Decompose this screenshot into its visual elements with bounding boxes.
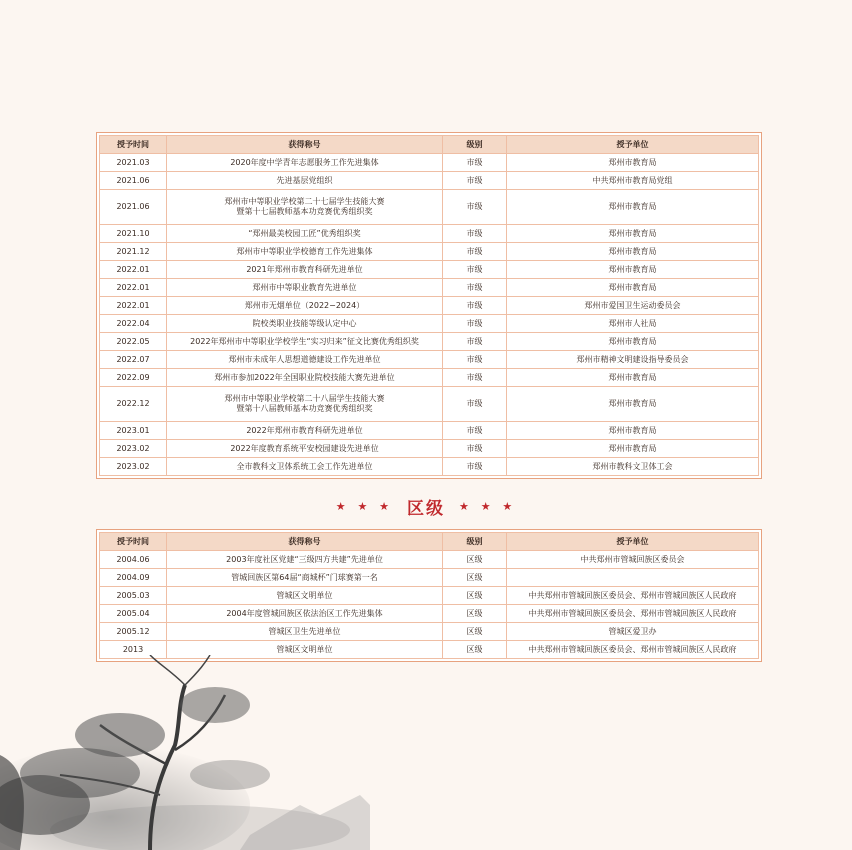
honor-title-line: 管城区文明单位 [276, 644, 333, 654]
grant-time: 2021.03 [100, 154, 167, 172]
honor-title [167, 551, 443, 569]
honor-title-line: 郑州市中等职业学校第二十八届学生技能大赛 [224, 394, 385, 403]
honor-title-line: 2021年郑州市教育科研先进单位 [246, 264, 363, 274]
stars-left-icon: ★ ★ ★ [335, 500, 393, 513]
level: 市级 [443, 154, 507, 172]
table-row [100, 190, 759, 225]
table-row [100, 351, 759, 369]
level: 区级 [443, 641, 507, 659]
grant-time: 2004.06 [100, 551, 167, 569]
honor-title-line: 郑州市未成年人思想道德建设工作先进单位 [228, 354, 381, 364]
honor-title-line: 管城回族区第64届“商城杯”门球赛第一名 [231, 572, 378, 582]
grant-time: 2022.01 [100, 297, 167, 315]
district-level-honors-table [96, 529, 762, 662]
level: 市级 [443, 440, 507, 458]
level: 市级 [443, 458, 507, 476]
honor-title-line: 郑州市无烟单位（2022−2024） [244, 300, 365, 310]
city-table-body [100, 154, 759, 476]
header-time: 授予时间 [100, 533, 167, 551]
level: 市级 [443, 261, 507, 279]
honor-title-line: 院校类职业技能等级认定中心 [252, 318, 357, 328]
level: 市级 [443, 333, 507, 351]
honor-title-line: 2003年度社区党建“三级四方共建”先进单位 [226, 554, 383, 564]
honor-title-line: 郑州市中等职业学校第二十七届学生技能大赛 [224, 197, 385, 206]
level: 市级 [443, 369, 507, 387]
honor-title-line: 管城区文明单位 [276, 590, 333, 600]
granting-unit: 中共郑州市教育局党组 [507, 172, 759, 190]
grant-time: 2022.01 [100, 261, 167, 279]
grant-time: 2021.10 [100, 225, 167, 243]
honor-title-line: 全市教科文卫体系统工会工作先进单位 [236, 461, 373, 471]
granting-unit: 郑州市教育局 [507, 369, 759, 387]
granting-unit: 郑州市人社局 [507, 315, 759, 333]
level: 市级 [443, 351, 507, 369]
table-row [100, 587, 759, 605]
honor-title [167, 297, 443, 315]
table-row [100, 243, 759, 261]
table-row [100, 172, 759, 190]
level: 市级 [443, 387, 507, 422]
granting-unit: 中共郑州市管城回族区委员会、郑州市管城回族区人民政府 [507, 605, 759, 623]
granting-unit: 中共郑州市管城回族区委员会 [507, 551, 759, 569]
honor-title [167, 243, 443, 261]
granting-unit: 郑州市教育局 [507, 225, 759, 243]
table-row [100, 315, 759, 333]
level: 市级 [443, 225, 507, 243]
table-header-row [100, 533, 759, 551]
grant-time: 2005.04 [100, 605, 167, 623]
granting-unit: 郑州市教科文卫体工会 [507, 458, 759, 476]
table-row [100, 261, 759, 279]
grant-time: 2005.03 [100, 587, 167, 605]
honor-title [167, 422, 443, 440]
honor-title [167, 261, 443, 279]
table-row [100, 623, 759, 641]
honor-title [167, 154, 443, 172]
honor-title-line: 2022年度教育系统平安校园建设先进单位 [230, 443, 379, 453]
district-level-title: 区级 [407, 499, 445, 519]
header-time: 授予时间 [100, 136, 167, 154]
table-row [100, 422, 759, 440]
header-title: 获得称号 [167, 136, 443, 154]
header-unit: 授予单位 [507, 533, 759, 551]
level: 市级 [443, 279, 507, 297]
table-row [100, 387, 759, 422]
grant-time: 2021.06 [100, 172, 167, 190]
level: 市级 [443, 190, 507, 225]
granting-unit: 郑州市教育局 [507, 422, 759, 440]
table-row [100, 297, 759, 315]
table-row [100, 605, 759, 623]
level: 区级 [443, 569, 507, 587]
level: 市级 [443, 243, 507, 261]
granting-unit: 郑州市教育局 [507, 440, 759, 458]
level: 区级 [443, 551, 507, 569]
honor-title [167, 569, 443, 587]
granting-unit: 郑州市教育局 [507, 387, 759, 422]
honor-title [167, 369, 443, 387]
city-level-honors-table [96, 132, 762, 479]
header-level: 级别 [443, 136, 507, 154]
district-table-body [100, 551, 759, 659]
ink-landscape-illustration [0, 655, 370, 850]
honor-title-line: 2022年郑州市中等职业学校学生“实习归来”征文比赛优秀组织奖 [190, 336, 419, 346]
honor-title [167, 351, 443, 369]
honor-title-line: 2004年度管城回族区依法治区工作先进集体 [226, 608, 383, 618]
table-row [100, 154, 759, 172]
honor-title [167, 623, 443, 641]
granting-unit: 郑州市教育局 [507, 154, 759, 172]
grant-time: 2021.12 [100, 243, 167, 261]
honor-title-line: 先进基层党组织 [276, 175, 333, 185]
granting-unit: 郑州市教育局 [507, 279, 759, 297]
header-level: 级别 [443, 533, 507, 551]
table-row [100, 279, 759, 297]
honor-title [167, 387, 443, 422]
table-row [100, 551, 759, 569]
granting-unit: 中共郑州市管城回族区委员会、郑州市管城回族区人民政府 [507, 641, 759, 659]
level: 区级 [443, 587, 507, 605]
granting-unit: 管城区爱卫办 [507, 623, 759, 641]
grant-time: 2013 [100, 641, 167, 659]
honor-title [167, 279, 443, 297]
honor-title [167, 458, 443, 476]
honor-title [167, 587, 443, 605]
table-row [100, 458, 759, 476]
honor-title-line: 暨第十八届教师基本功竞赛优秀组织奖 [236, 404, 373, 413]
honor-title-line: 郑州市参加2022年全国职业院校技能大赛先进单位 [214, 372, 395, 382]
honor-title-line: 管城区卫生先进单位 [268, 626, 341, 636]
grant-time: 2023.01 [100, 422, 167, 440]
level: 区级 [443, 605, 507, 623]
level: 市级 [443, 315, 507, 333]
grant-time: 2023.02 [100, 440, 167, 458]
honor-title [167, 333, 443, 351]
stars-right-icon: ★ ★ ★ [459, 500, 517, 513]
granting-unit: 郑州市精神文明建设指导委员会 [507, 351, 759, 369]
granting-unit: 郑州市教育局 [507, 333, 759, 351]
table-row [100, 440, 759, 458]
honor-title [167, 172, 443, 190]
granting-unit [507, 569, 759, 587]
header-unit: 授予单位 [507, 136, 759, 154]
district-level-heading [0, 494, 852, 519]
grant-time: 2005.12 [100, 623, 167, 641]
grant-time: 2022.09 [100, 369, 167, 387]
grant-time: 2021.06 [100, 190, 167, 225]
honor-title-line: 2020年度中学青年志愿服务工作先进集体 [230, 157, 379, 167]
table-row [100, 569, 759, 587]
level: 市级 [443, 422, 507, 440]
honor-title-line: 郑州市中等职业教育先进单位 [252, 282, 357, 292]
table-row [100, 333, 759, 351]
granting-unit: 郑州市教育局 [507, 190, 759, 225]
table-row [100, 369, 759, 387]
header-title: 获得称号 [167, 533, 443, 551]
level: 市级 [443, 297, 507, 315]
honor-title [167, 605, 443, 623]
honor-title-line: “郑州最美校园工匠”优秀组织奖 [248, 228, 361, 238]
honor-title-line: 郑州市中等职业学校德育工作先进集体 [236, 246, 373, 256]
grant-time: 2022.07 [100, 351, 167, 369]
granting-unit: 郑州市爱国卫生运动委员会 [507, 297, 759, 315]
level: 市级 [443, 172, 507, 190]
honor-title [167, 440, 443, 458]
table-header-row [100, 136, 759, 154]
granting-unit: 郑州市教育局 [507, 243, 759, 261]
granting-unit: 中共郑州市管城回族区委员会、郑州市管城回族区人民政府 [507, 587, 759, 605]
honor-title [167, 190, 443, 225]
grant-time: 2022.04 [100, 315, 167, 333]
honor-title-line: 2022年郑州市教育科研先进单位 [246, 425, 363, 435]
honor-title [167, 225, 443, 243]
level: 区级 [443, 623, 507, 641]
grant-time: 2022.01 [100, 279, 167, 297]
granting-unit: 郑州市教育局 [507, 261, 759, 279]
honor-title [167, 315, 443, 333]
grant-time: 2004.09 [100, 569, 167, 587]
table-row [100, 225, 759, 243]
grant-time: 2022.12 [100, 387, 167, 422]
grant-time: 2023.02 [100, 458, 167, 476]
grant-time: 2022.05 [100, 333, 167, 351]
honor-title-line: 暨第十七届教师基本功竞赛优秀组织奖 [236, 207, 373, 216]
